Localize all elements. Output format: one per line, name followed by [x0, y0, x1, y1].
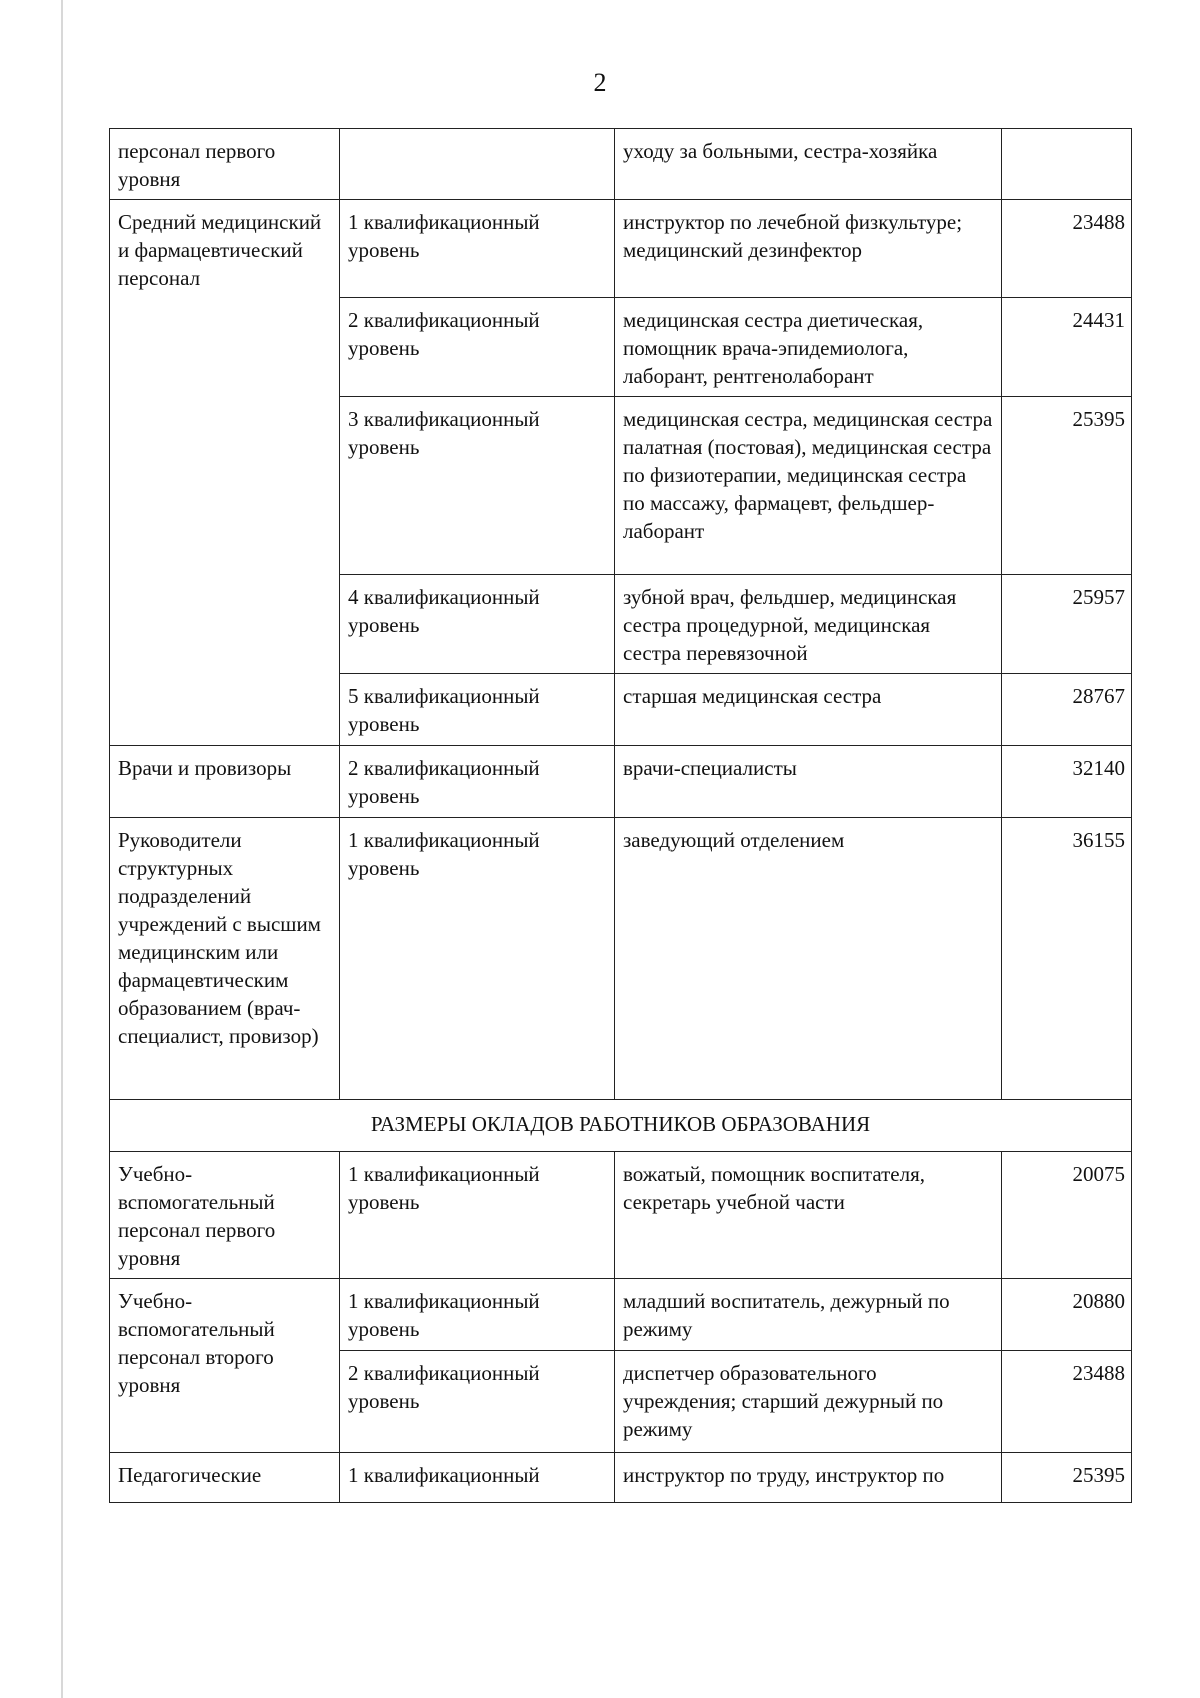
- salary-cell: 25957: [1002, 575, 1132, 674]
- group-cell: Педагогические: [110, 1453, 340, 1503]
- salary-cell: 24431: [1002, 298, 1132, 397]
- salary-cell: 23488: [1002, 1351, 1132, 1453]
- section-heading: РАЗМЕРЫ ОКЛАДОВ РАБОТНИКОВ ОБРАЗОВАНИЯ: [110, 1100, 1132, 1152]
- salary-cell: 28767: [1002, 674, 1132, 746]
- table-row: [110, 200, 1132, 298]
- level-cell: 3 квалификационный уровень: [340, 397, 615, 575]
- positions-cell: инструктор по труду, инструктор по: [615, 1453, 1002, 1503]
- level-cell: 1 квалификационный: [340, 1453, 615, 1503]
- table-row: [110, 1279, 1132, 1351]
- salary-cell: 25395: [1002, 1453, 1132, 1503]
- salary-cell: [1002, 129, 1132, 200]
- level-cell: 1 квалификационный уровень: [340, 818, 615, 1100]
- section-row: [110, 1100, 1132, 1152]
- level-cell: 5 квалификационный уровень: [340, 674, 615, 746]
- salary-cell: 32140: [1002, 746, 1132, 818]
- salary-cell: 20880: [1002, 1279, 1132, 1351]
- positions-cell: заведующий отделением: [615, 818, 1002, 1100]
- positions-cell: медицинская сестра, медицинская сестра палатная (постовая), медицинская сестра по физиотерапии, медицинская сестра по массажу, фармацевт, фельдшер-лаборант: [615, 397, 1002, 575]
- group-cell: Врачи и провизоры: [110, 746, 340, 818]
- positions-cell: медицинская сестра диетическая, помощник врача-эпидемиолога, лаборант, рентгенолаборант: [615, 298, 1002, 397]
- group-cell: Средний медицинский и фармацевтический персонал: [110, 200, 340, 746]
- salary-cell: 20075: [1002, 1152, 1132, 1279]
- level-cell: [340, 129, 615, 200]
- table-row: [110, 1453, 1132, 1503]
- positions-cell: инструктор по лечебной физкультуре; медицинский дезинфектор: [615, 200, 1002, 298]
- salary-cell: 25395: [1002, 397, 1132, 575]
- group-cell: персонал первого уровня: [110, 129, 340, 200]
- level-cell: 2 квалификационный уровень: [340, 298, 615, 397]
- level-cell: 2 квалификационный уровень: [340, 746, 615, 818]
- positions-cell: врачи-специалисты: [615, 746, 1002, 818]
- positions-cell: младший воспитатель, дежурный по режиму: [615, 1279, 1002, 1351]
- level-cell: 1 квалификационный уровень: [340, 200, 615, 298]
- group-cell: Руководители структурных подразделений учреждений с высшим медицинским или фармацевтическим образованием (врач-специалист, провизор): [110, 818, 340, 1100]
- positions-cell: старшая медицинская сестра: [615, 674, 1002, 746]
- group-cell: Учебно-вспомогательный персонал первого уровня: [110, 1152, 340, 1279]
- table-row: [110, 746, 1132, 818]
- table-row: [110, 129, 1132, 200]
- page-margin-line: [61, 0, 63, 1698]
- positions-cell: зубной врач, фельдшер, медицинская сестра процедурной, медицинская сестра перевязочной: [615, 575, 1002, 674]
- level-cell: 2 квалификационный уровень: [340, 1351, 615, 1453]
- level-cell: 4 квалификационный уровень: [340, 575, 615, 674]
- salary-cell: 36155: [1002, 818, 1132, 1100]
- salary-cell: 23488: [1002, 200, 1132, 298]
- table-row: [110, 818, 1132, 1100]
- salary-table: [109, 128, 1132, 1503]
- group-cell: Учебно-вспомогательный персонал второго уровня: [110, 1279, 340, 1453]
- positions-cell: вожатый, помощник воспитателя, секретарь учебной части: [615, 1152, 1002, 1279]
- table-row: [110, 1152, 1132, 1279]
- positions-cell: диспетчер образовательного учреждения; старший дежурный по режиму: [615, 1351, 1002, 1453]
- positions-cell: уходу за больными, сестра-хозяйка: [615, 129, 1002, 200]
- page-number: 2: [593, 68, 607, 97]
- level-cell: 1 квалификационный уровень: [340, 1279, 615, 1351]
- level-cell: 1 квалификационный уровень: [340, 1152, 615, 1279]
